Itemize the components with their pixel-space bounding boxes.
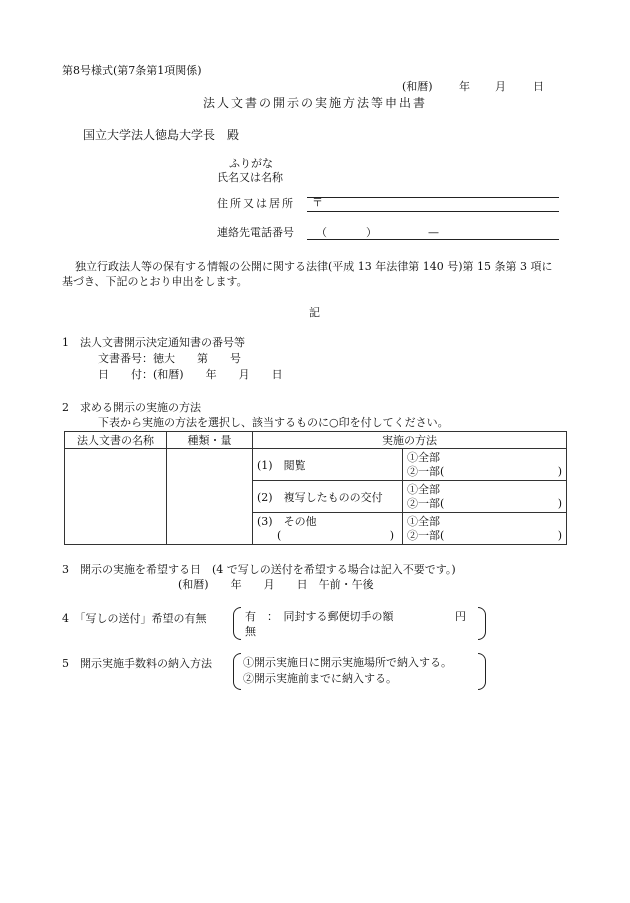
ki-mark: 記: [309, 306, 320, 319]
section1-doc-no: 文書番号：徳大 第 号: [98, 352, 241, 365]
address-underline: [307, 211, 559, 212]
section4-yen: 円: [455, 610, 466, 623]
furigana-label: ふりがな: [229, 157, 273, 170]
method-copy-all[interactable]: ①全部: [407, 482, 440, 496]
method-copy-partial[interactable]: ②一部(: [407, 496, 445, 510]
section5-option-1[interactable]: ①開示実施日に開示実施場所で納入する。: [243, 656, 452, 669]
method-other-open: (: [277, 528, 282, 542]
method-other-all[interactable]: ①全部: [407, 514, 440, 528]
col-doc-name: 法人文書の名称: [65, 432, 167, 449]
phone-dash: —: [428, 226, 439, 239]
form-code: 第8号様式(第7条第1項関係): [62, 64, 202, 77]
section4-right-bracket: [478, 607, 486, 640]
date-day: 日: [533, 80, 544, 93]
methods-table: [64, 431, 567, 545]
phone-open-paren: （: [316, 226, 327, 239]
phone-label: 連絡先電話番号: [217, 226, 294, 239]
date-year: 年: [459, 80, 470, 93]
method-copy-close: ): [557, 496, 562, 510]
section2-instruction: 下表から実施の方法を選択し、該当するものに○印を付してください。: [98, 416, 449, 429]
method-copy-options[interactable]: [403, 481, 567, 513]
col-method: 実施の方法: [253, 432, 567, 449]
phone-underline: [307, 239, 559, 240]
page-title: 法人文書の開示の実施方法等申出書: [203, 96, 428, 110]
section4-no[interactable]: 無: [245, 625, 256, 638]
date-era: (和暦): [402, 80, 433, 93]
name-underline: [307, 197, 559, 198]
postal-mark: 〒: [312, 196, 323, 209]
addressee: 国立大学法人徳島大学長 殿: [83, 128, 240, 142]
method-view-all[interactable]: ①全部: [407, 450, 440, 464]
method-other-options[interactable]: [403, 513, 567, 545]
section4-yes[interactable]: 有 ： 同封する郵便切手の額: [245, 610, 394, 623]
method-other-subclose: ): [389, 528, 394, 542]
section1-heading: 1 法人文書開示決定通知書の番号等: [62, 336, 245, 349]
section5-left-bracket: [233, 653, 241, 690]
method-view[interactable]: (1) 閲覧: [253, 449, 403, 481]
col-type-qty: 種類・量: [167, 432, 253, 449]
intro-line-2: 基づき、下記のとおり申出をします。: [62, 275, 248, 288]
section5-option-2[interactable]: ②開示実施前までに納入する。: [243, 672, 397, 685]
name-label: 氏名又は名称: [217, 171, 283, 184]
section3-heading: 3 開示の実施を希望する日 (4 で写しの送付を希望する場合は記入不要です。): [62, 563, 456, 576]
section4-left-bracket: [233, 607, 241, 640]
method-other[interactable]: [253, 513, 403, 545]
section3-date: (和暦) 年 月 日 午前・午後: [178, 578, 374, 591]
type-qty-cell[interactable]: [167, 449, 253, 545]
date-month: 月: [495, 80, 506, 93]
phone-close-paren: ）: [366, 226, 377, 239]
method-copy[interactable]: (2) 複写したものの交付: [253, 481, 403, 513]
intro-line-1: 独立行政法人等の保有する情報の公開に関する法律(平成 13 年法律第 140 号)第 15 条第 3 項に: [75, 260, 553, 273]
section1-date: 日 付：(和暦) 年 月 日: [98, 368, 283, 381]
method-other-partial[interactable]: ②一部(: [407, 528, 445, 542]
doc-name-cell[interactable]: [65, 449, 167, 545]
section5-heading: 5 開示実施手数料の納入方法: [62, 657, 212, 670]
address-label: 住所又は居所: [217, 197, 295, 210]
section5-right-bracket: [478, 653, 486, 690]
method-view-options[interactable]: [403, 449, 567, 481]
method-other-label[interactable]: (3) その他: [257, 514, 317, 528]
method-other-close: ): [557, 528, 562, 542]
section2-heading: 2 求める開示の実施の方法: [62, 401, 201, 414]
method-view-close: ): [557, 464, 562, 478]
method-view-partial[interactable]: ②一部(: [407, 464, 445, 478]
section4-heading: 4 「写しの送付」希望の有無: [62, 612, 207, 625]
